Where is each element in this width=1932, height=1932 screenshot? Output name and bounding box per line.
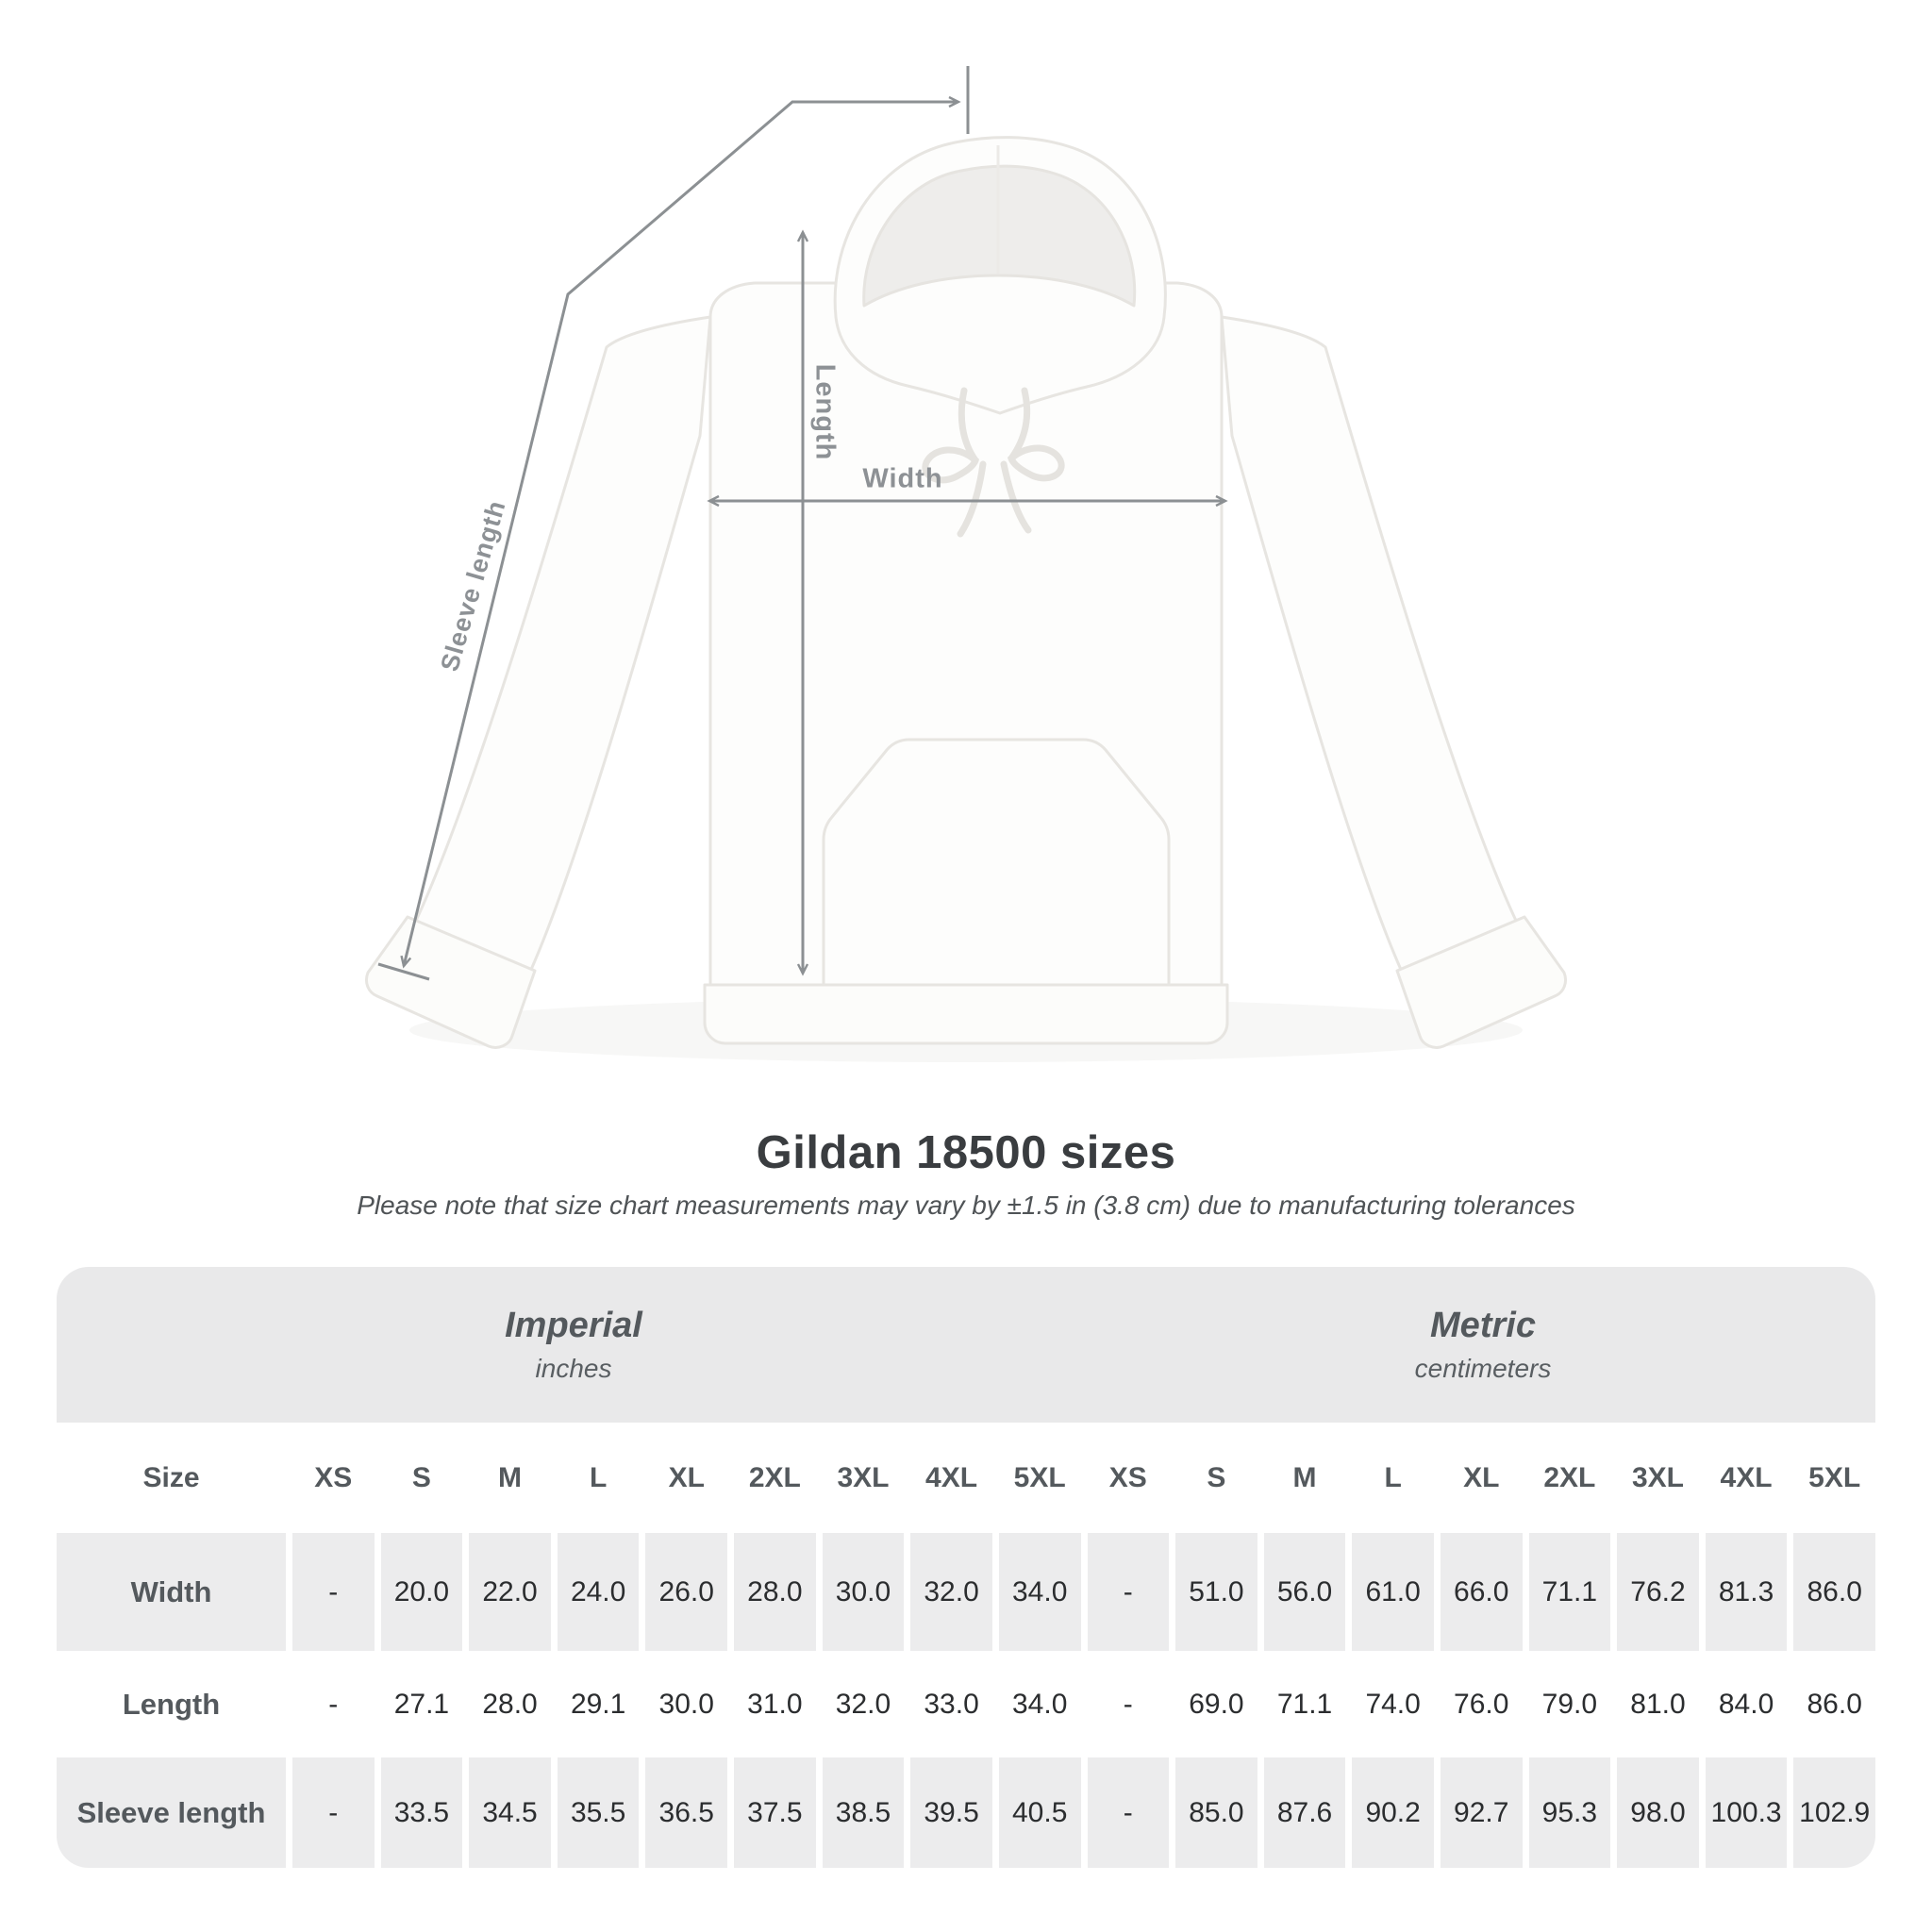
measurement-cell-imperial: 30.0 <box>645 1651 727 1757</box>
measurement-cell-metric: 69.0 <box>1175 1651 1257 1757</box>
length-measure-label: Length <box>809 363 841 461</box>
measurement-cell-imperial: - <box>292 1533 375 1651</box>
measurement-cell-metric: 87.6 <box>1264 1757 1346 1868</box>
measurement-cell-metric: - <box>1088 1533 1170 1651</box>
measurement-cell-imperial: 22.0 <box>469 1533 551 1651</box>
size-col-header-imperial-s: S <box>381 1423 463 1533</box>
measurement-cell-imperial: 37.5 <box>734 1757 816 1868</box>
sleeve-length-measure-label: Sleeve length <box>435 496 511 675</box>
measurement-cell-metric: - <box>1088 1651 1170 1757</box>
measurement-cell-imperial: 30.0 <box>823 1533 905 1651</box>
imperial-label: Imperial <box>505 1306 642 1345</box>
measurement-cell-imperial: 35.5 <box>558 1757 640 1868</box>
row-label: Length <box>57 1651 286 1757</box>
measurement-cell-metric: 76.0 <box>1441 1651 1523 1757</box>
measurement-cell-imperial: 24.0 <box>558 1533 640 1651</box>
size-table-grid <box>57 1423 1875 1868</box>
size-col-header-metric-5xl: 5XL <box>1793 1423 1875 1533</box>
row-label: Width <box>57 1533 286 1651</box>
measurement-cell-metric: 61.0 <box>1352 1533 1434 1651</box>
measurement-cell-imperial: 29.1 <box>558 1651 640 1757</box>
measurement-cell-imperial: 34.0 <box>999 1651 1081 1757</box>
measurement-cell-imperial: - <box>292 1651 375 1757</box>
metric-unit-group <box>1091 1267 1875 1423</box>
measurement-cell-metric: 66.0 <box>1441 1533 1523 1651</box>
measurement-cell-metric: 51.0 <box>1175 1533 1257 1651</box>
size-table <box>57 1267 1875 1868</box>
measurement-cell-imperial: 34.0 <box>999 1533 1081 1651</box>
measurement-cell-imperial: 38.5 <box>823 1757 905 1868</box>
measurement-cell-metric: 86.0 <box>1793 1533 1875 1651</box>
size-col-header-imperial-m: M <box>469 1423 551 1533</box>
size-col-header-imperial-xs: XS <box>292 1423 375 1533</box>
metric-label: Metric <box>1430 1306 1536 1345</box>
size-col-header-imperial-xl: XL <box>645 1423 727 1533</box>
measurement-cell-imperial: 28.0 <box>469 1651 551 1757</box>
size-col-header-metric-m: M <box>1264 1423 1346 1533</box>
size-col-header-metric-l: L <box>1352 1423 1434 1533</box>
measurement-cell-imperial: 32.0 <box>910 1533 992 1651</box>
size-col-header-imperial-5xl: 5XL <box>999 1423 1081 1533</box>
measurement-cell-metric: 71.1 <box>1264 1651 1346 1757</box>
measurement-cell-metric: 98.0 <box>1617 1757 1699 1868</box>
imperial-unit-label: inches <box>535 1354 612 1383</box>
size-col-header-metric-xl: XL <box>1441 1423 1523 1533</box>
measurement-cell-imperial: 40.5 <box>999 1757 1081 1868</box>
measurement-cell-metric: 86.0 <box>1793 1651 1875 1757</box>
size-col-header-metric-s: S <box>1175 1423 1257 1533</box>
measurement-cell-metric: 92.7 <box>1441 1757 1523 1868</box>
size-col-header-imperial-2xl: 2XL <box>734 1423 816 1533</box>
size-col-header-imperial-3xl: 3XL <box>823 1423 905 1533</box>
measurement-cell-imperial: 32.0 <box>823 1651 905 1757</box>
size-col-header-imperial-l: L <box>558 1423 640 1533</box>
measurement-cell-metric: 56.0 <box>1264 1533 1346 1651</box>
tolerance-note: Please note that size chart measurements may vary by ±1.5 in (3.8 cm) due to manufacturing tolerances <box>357 1191 1575 1220</box>
measurement-cell-imperial: 33.5 <box>381 1757 463 1868</box>
unit-header-band <box>57 1267 1875 1423</box>
imperial-unit-group <box>57 1267 1091 1423</box>
measurement-cell-imperial: 33.0 <box>910 1651 992 1757</box>
measurement-cell-imperial: 36.5 <box>645 1757 727 1868</box>
right-sleeve <box>1222 317 1517 972</box>
measurement-cell-imperial: 39.5 <box>910 1757 992 1868</box>
measurement-cell-metric: 81.0 <box>1617 1651 1699 1757</box>
size-col-header-metric-3xl: 3XL <box>1617 1423 1699 1533</box>
measurement-cell-imperial: 28.0 <box>734 1533 816 1651</box>
measurement-cell-imperial: 20.0 <box>381 1533 463 1651</box>
measurement-cell-metric: 100.3 <box>1706 1757 1788 1868</box>
size-corner-header: Size <box>57 1423 286 1533</box>
measurement-cell-metric: 74.0 <box>1352 1651 1434 1757</box>
measurement-cell-metric: 102.9 <box>1793 1757 1875 1868</box>
measurement-cell-imperial: 26.0 <box>645 1533 727 1651</box>
measurement-cell-metric: 76.2 <box>1617 1533 1699 1651</box>
measurement-cell-metric: 71.1 <box>1529 1533 1611 1651</box>
size-col-header-imperial-4xl: 4XL <box>910 1423 992 1533</box>
measurement-cell-metric: - <box>1088 1757 1170 1868</box>
measurement-cell-metric: 95.3 <box>1529 1757 1611 1868</box>
measurement-cell-metric: 85.0 <box>1175 1757 1257 1868</box>
row-label: Sleeve length <box>57 1757 286 1868</box>
size-col-header-metric-xs: XS <box>1088 1423 1170 1533</box>
measurement-cell-metric: 84.0 <box>1706 1651 1788 1757</box>
kangaroo-pocket <box>824 740 1169 985</box>
size-col-header-metric-2xl: 2XL <box>1529 1423 1611 1533</box>
size-col-header-metric-4xl: 4XL <box>1706 1423 1788 1533</box>
measurement-cell-metric: 79.0 <box>1529 1651 1611 1757</box>
measurement-cell-imperial: 34.5 <box>469 1757 551 1868</box>
measurement-cell-metric: 90.2 <box>1352 1757 1434 1868</box>
measurement-cell-imperial: 27.1 <box>381 1651 463 1757</box>
page-title: Gildan 18500 sizes <box>756 1127 1176 1178</box>
hem-band <box>705 985 1227 1043</box>
metric-unit-label: centimeters <box>1414 1354 1552 1383</box>
width-measure-label: Width <box>862 463 943 494</box>
measurement-cell-metric: 81.3 <box>1706 1533 1788 1651</box>
measurement-cell-imperial: - <box>292 1757 375 1868</box>
measurement-cell-imperial: 31.0 <box>734 1651 816 1757</box>
